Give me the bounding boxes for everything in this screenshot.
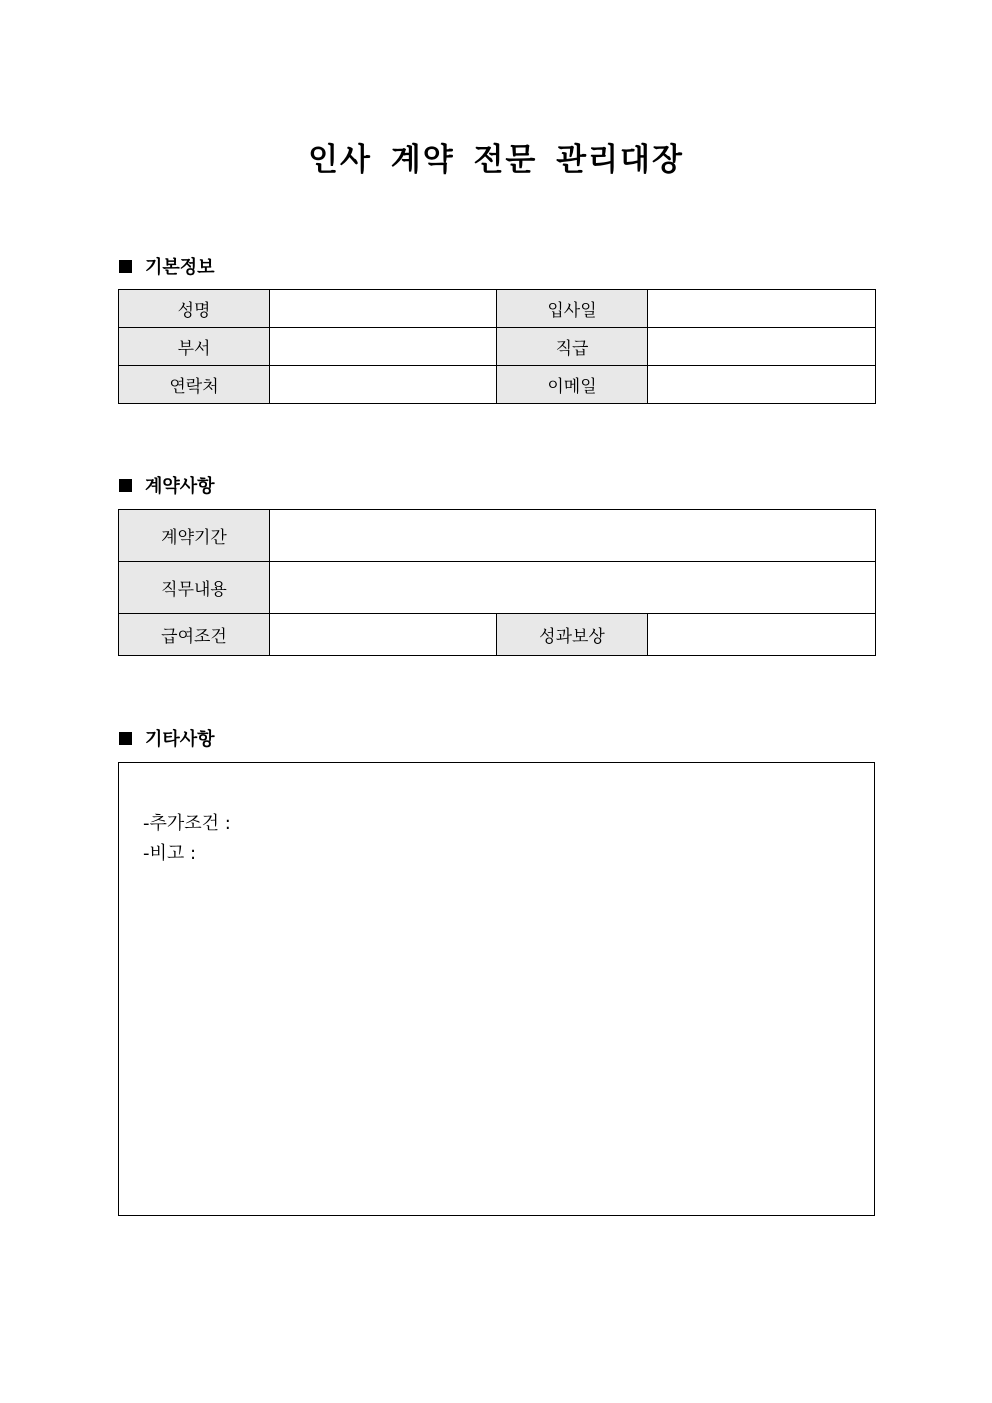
salary-label: 급여조건 — [119, 614, 270, 656]
table-row — [119, 614, 876, 656]
contact-label: 연락처 — [119, 366, 270, 404]
hire-date-field[interactable] — [648, 290, 876, 328]
duty-field[interactable] — [270, 562, 876, 614]
table-row — [119, 290, 876, 328]
email-field[interactable] — [648, 366, 876, 404]
contract-period-field[interactable] — [270, 510, 876, 562]
square-bullet-icon — [119, 732, 132, 745]
reward-field[interactable] — [648, 614, 876, 656]
contract-table — [118, 509, 876, 656]
name-label: 성명 — [119, 290, 270, 328]
section-title: 계약사항 — [145, 476, 215, 497]
position-label: 직급 — [497, 328, 648, 366]
section-title: 기본정보 — [145, 257, 215, 278]
square-bullet-icon — [119, 479, 132, 492]
department-label: 부서 — [119, 328, 270, 366]
basic-info-table — [118, 289, 876, 404]
document-title: 인사 계약 전문 관리대장 — [308, 142, 684, 178]
duty-label: 직무내용 — [119, 562, 270, 614]
hire-date-label: 입사일 — [497, 290, 648, 328]
salary-field[interactable] — [270, 614, 497, 656]
section-heading-contract — [119, 472, 215, 498]
table-row — [119, 562, 876, 614]
section-title: 기타사항 — [145, 729, 215, 750]
additional-conditions-line: -추가조건 : — [143, 813, 231, 834]
remarks-line: -비고 : — [143, 843, 197, 864]
contract-period-label: 계약기간 — [119, 510, 270, 562]
department-field[interactable] — [270, 328, 497, 366]
name-field[interactable] — [270, 290, 497, 328]
email-label: 이메일 — [497, 366, 648, 404]
other-notes-box[interactable] — [118, 762, 875, 1216]
section-heading-basic-info — [119, 253, 215, 279]
table-row — [119, 328, 876, 366]
contact-field[interactable] — [270, 366, 497, 404]
reward-label: 성과보상 — [497, 614, 648, 656]
table-row — [119, 510, 876, 562]
section-heading-other — [119, 725, 215, 751]
square-bullet-icon — [119, 260, 132, 273]
position-field[interactable] — [648, 328, 876, 366]
table-row — [119, 366, 876, 404]
